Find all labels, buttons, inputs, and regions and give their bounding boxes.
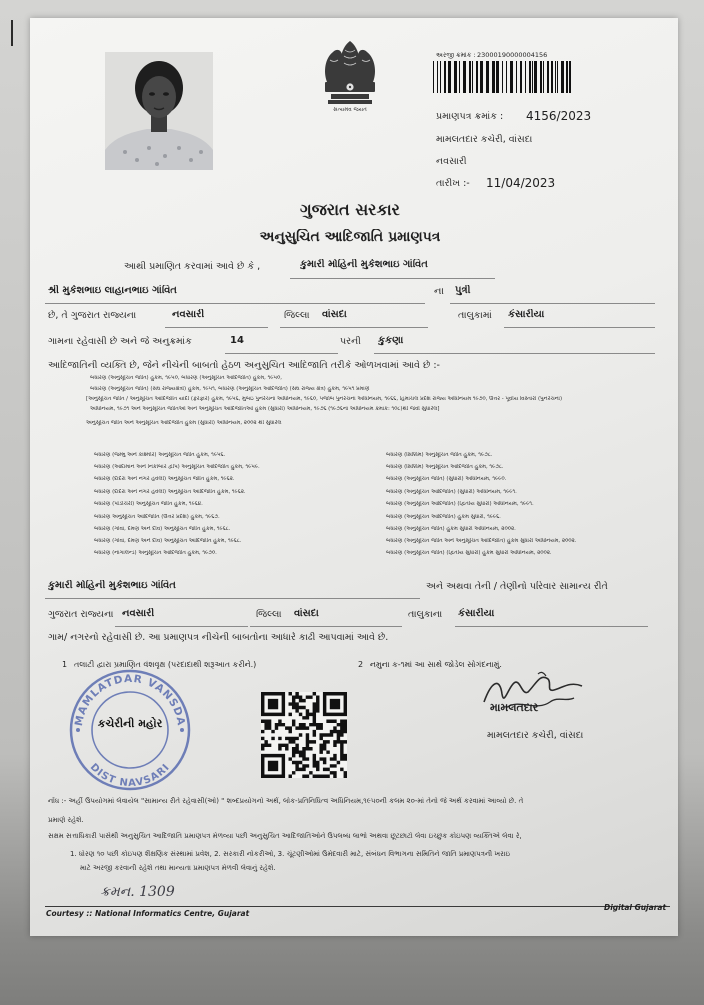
orders-intro-line: બંધારણ (અનુસૂચિત જાતિ) (સંઘ રાજ્યક્ષેત્રો) હુકમ, ૧૯૫૧, બંધારણ (અનુસૂચિત આદિજાતિ) (સંઘ રાજ્ય ક્ષેત્ર) હુકમ, ૧૯૫૧ પ્રમાણે <box>90 386 370 392</box>
barcode-bar <box>516 61 517 93</box>
district-label: જિલ્લા <box>284 310 310 321</box>
steps-line: માટે અરજી કરવાની રહેશે તથા માન્યતા પ્રમાણપત્ર મેળવી લેવાનું રહેશે. <box>80 864 276 872</box>
orders-right-item: બંધારણ (અનુસૂચિત જાતિ અને અનુસૂચિત આદિજાતિ) હુકમ સુધારો અધિનિયમ, ૨૦૦૨. <box>386 538 577 544</box>
certification-intro: આથી પ્રમાણિત કરવામાં આવે છે કે , <box>124 261 261 272</box>
barcode-bar <box>444 61 446 93</box>
certificate-number: 4156/2023 <box>526 109 592 123</box>
stamp-top-text: MAMLATDAR VANSDA <box>72 672 187 728</box>
orders-left-item: બંધારણ (પોંડીચેરી) અનુસૂચિત જાતિ હુકમ, ૧૯૬૪. <box>94 501 203 507</box>
barcode-bar <box>551 61 553 93</box>
applicant-photo <box>105 52 213 170</box>
application-number-label: અરજી ક્રમાંક : <box>436 51 476 59</box>
barcode-bar <box>472 61 473 93</box>
field-underline <box>165 327 268 328</box>
barcode-bar <box>532 61 533 93</box>
residence-village: કંસારીયા <box>458 608 495 619</box>
barcode-bar <box>569 61 571 93</box>
advice-line: સક્ષમ સત્તાધિકારી પાસેથી અનુસુચિત આદિજાતિ પ્રમાણપત્ર મેળવ્યા પછી અનુસુચિત આદિજાતિઓને ઉપલબ્ધ લાભો અથવા છૂટછાટો લેવા ઇચ્છુક કોઇપણ વ્યક્તિએ લેવા રે, <box>48 832 522 840</box>
stamp-bottom-text: DIST NAVSARI <box>87 761 173 790</box>
basis-item-text: નમુના ક-૧માં આ સાથે જોડેલ સોગંદનામું. <box>370 660 502 669</box>
certificate-title: અનુસુચિત આદિજાતિ પ્રમાણપત્ર <box>259 229 441 245</box>
barcode-bar <box>547 61 549 93</box>
holder-name: કુમારી મોહિની મુકેશભાઇ ગાંવિત <box>300 259 428 270</box>
barcode-bar <box>566 61 568 93</box>
national-emblem-icon <box>318 36 382 108</box>
serial-label: ગામના રહેવાસી છે અને જે અનુક્રમાંક <box>48 336 192 347</box>
field-underline <box>45 598 420 599</box>
state-label: છે, તે ગુજરાત રાજ્યના <box>48 310 137 321</box>
certificate-number-label: પ્રમાણપત્ર ક્રમાંક : <box>436 111 504 122</box>
barcode-bar <box>492 61 495 93</box>
issue-date-label: તારીખ :- <box>436 178 470 189</box>
application-number: 23000190000004156 <box>477 51 548 59</box>
basis-item-number: 2 <box>358 660 364 669</box>
orders-intro-line: [અનુસૂચિત જાતિ / અનુસૂચિત આદિજાતિ યાદી (ફેરફાર) હુકમ, ૧૯૫૬, મુંબઇ પુનર્રચના અધિનિયમ, ૧૯૬૦, પંજાબ પુનર્રચના અધિનિયમ, ૧૯૬૬, હિમાચલ પ્રદેશ રાજ્ય અધિનિયમ ૧૯૭૦, ઉત્તર - પૂર્વીય વિસ્તારો (પુનર્રચના) <box>86 396 563 402</box>
barcode-bar <box>506 61 507 93</box>
government-title: ગુજરાત સરકાર <box>300 200 400 219</box>
barcode-bar <box>534 61 537 93</box>
barcode-bar <box>437 61 438 93</box>
barcode-bar <box>543 61 544 93</box>
barcode-bar <box>448 61 451 93</box>
signatory-office: મામલતદાર કચેરી, વાંસદા <box>487 730 584 741</box>
recognition-text: આદિજાતિની વ્યક્તિ છે, જેને નીચેની બાબતો હેઠળ અનુસુચિત આદિજાતિ તરીકે ઓળખવામાં આવે છે :- <box>48 360 440 371</box>
barcode-bar <box>555 61 556 93</box>
emblem-motto: સત્યમેવ જયતે <box>333 107 367 113</box>
note-line: પ્રમાણે રહેશે. <box>48 816 84 824</box>
orders-right-item: બંધારણ (અનુસૂચિત આદિજાતિ) હુકમ સુધારો, ૧૯૯૬. <box>386 514 501 520</box>
barcode-bar <box>557 61 558 93</box>
field-underline <box>504 327 655 328</box>
barcode-bar <box>459 61 460 93</box>
barcode-bar <box>454 61 457 93</box>
barcode-bar <box>525 61 526 93</box>
steps-line: 1. ધોરણ ૧૦ પછી કોઇપણ શૈક્ષણિક સંસ્થામાં પ્રવેશ, 2. સરકારી નોકરીઓ, 3. ચૂંટણીઓમાં ઉમેદવારી માટે, સંબંધન વિભાગના સમિતિને જાતિ પ્રમાણપત્રની ખરાઇ <box>70 850 510 858</box>
orders-left-item: બંધારણ (આંદામાન અને નિકોબાર દ્વીપ) અનુસૂચિત આદિજાતિ હુકમ, ૧૯૫૯. <box>94 464 260 470</box>
orders-intro-line: અધિનિયમ, ૧૯૭૧ અને અનુસૂચિત જાતિઓ અને અનુસૂચિત આદિજાતિઓ હુકમ (સુધારો) અધિનિયમ, ૧૯૭૬ (૧૯૭૬ના અધિનિયમ ક્રમાંક: ૧૦૮)થી જેવી સુધારેલ] <box>90 406 440 412</box>
basis-item-text: તલાટી દ્વારા પ્રમાણિત વંશવૃક્ષ (પરદાદાથી શરૂઆત કરીને.) <box>74 660 257 669</box>
parent-name: શ્રી મુકેશભાઇ લાહાનભાઇ ગાંવિત <box>48 285 177 296</box>
barcode-bar <box>480 61 483 93</box>
residence-basis-text: ગામ/ નગરનો રહેવાસી છે. આ પ્રમાણપત્ર નીચેની બાબતોના આધારે કાઢી આપવામાં આવે છે. <box>48 632 389 643</box>
handwritten-note: ક્રમન. 1309 <box>100 884 175 900</box>
orders-right-item: બંધારણ (અનુસૂચિત આદિજાતિ) (સુધારો) અધિનિયમ, ૧૯૯૧. <box>386 489 517 495</box>
field-underline <box>250 626 402 627</box>
qr-modules <box>261 692 347 778</box>
field-underline <box>45 303 425 304</box>
residence-taluka-label: તાલુકાના <box>408 609 443 620</box>
barcode-bar <box>440 61 441 93</box>
residence-district-label: જિલ્લા <box>256 609 282 620</box>
orders-left-item: બંધારણ અનુસૂચિત આદિજાતિ (ઉત્તર પ્રદેશ) હુકમ, ૧૯૬૭. <box>94 514 220 520</box>
barcode-bar <box>433 61 434 93</box>
orders-left-item: બંધારણ (ગોવા, દમણ અને દીવ) અનુસૂચિત જાતિ હુકમ, ૧૯૬૮. <box>94 526 231 532</box>
taluka-value: વાંસદા <box>322 309 347 320</box>
serial-number: 14 <box>230 335 244 346</box>
relation: પુત્રી <box>455 285 471 296</box>
signatory-title: મામલતદાર <box>490 701 539 714</box>
field-underline <box>225 353 338 354</box>
field-underline <box>374 353 655 354</box>
residence-state-label: ગુજરાત રાજ્યના <box>48 609 114 620</box>
taluka-label: તાલુકામાં <box>458 310 492 321</box>
district-value: નવસારી <box>172 309 205 320</box>
barcode-bar <box>502 61 503 93</box>
residence-taluka: વાંસદા <box>294 608 319 619</box>
residence-district: નવસારી <box>122 608 155 619</box>
issuing-district: નવસારી <box>436 156 467 167</box>
residence-family-text: અને અથવા તેની / તેણીનો પરિવાર સામાન્ય રીતે <box>426 581 608 592</box>
orders-right-item: બંધારણ (અનુસૂચિત જાતિ) હુકમ સુધારો અધિનિયમ, ૨૦૦૨. <box>386 526 516 532</box>
of-serial-label: પરની <box>340 336 361 347</box>
orders-right-item: બંધારણ (સિક્કિમ) અનુસૂચિત જાતિ હુકમ, ૧૯૭૮. <box>386 452 493 458</box>
barcode-bar <box>469 61 471 93</box>
field-underline <box>290 278 495 279</box>
svg-text:DIST NAVSARI <box>88 762 173 789</box>
barcode-bar <box>476 61 478 93</box>
footer-rule <box>45 906 670 907</box>
field-underline <box>280 327 428 328</box>
footer-brand: Digital Gujarat <box>604 903 667 912</box>
margin-mark <box>11 20 13 46</box>
orders-left-item: બંધારણ (જમ્મુ અને કાશ્મીર) અનુસૂચિત જાતિ હુકમ, ૧૯૫૬. <box>94 452 226 458</box>
barcode-bar <box>529 61 531 93</box>
orders-intro-line: બંધારણ (અનુસૂચિત જાતિ) હુકમ, ૧૯૫૦, બંધારણ (અનુસૂચિત આદિજાતિ) હુકમ, ૧૯૫૦, <box>90 375 282 381</box>
orders-right-item: બંધારણ (અનુસૂચિત જાતિ) (દ્વિતીય સુધારો) હુકમ સુધારો અધિનિયમ, ૨૦૦૨. <box>386 550 552 556</box>
barcode-bar <box>510 61 513 93</box>
field-underline <box>455 626 648 627</box>
orders-left-item: બંધારણ (દાદરા અને નગર હવેલી) અનુસૂચિત જાતિ હુકમ, ૧૯૬૨. <box>94 476 235 482</box>
footer-courtesy: Courtesy :: National Informatics Centre, Gujarat <box>46 909 250 918</box>
barcode-bar <box>561 61 564 93</box>
barcode-bar <box>496 61 499 93</box>
note-line: નોંધ :- અહીં ઉપયોગમાં લેવાયેલ "સામાન્ય રીતે રહેવાસી(ઓ) " શબ્દપ્રયોગનો અર્થ, લોક-પ્રતિનિધિત્વ અધિનિયમ,૧૯૫૦ની કલમ ૨૦-માં તેનો જે અર્થ કરવામાં આવ્યો છે. તે <box>48 797 524 805</box>
barcode-bar <box>520 61 522 93</box>
barcode <box>433 61 575 93</box>
orders-left-item: બંધારણ (નાગાલેન્ડ) અનુસૂચિત આદિજાતિ હુકમ, ૧૯૭૦. <box>94 550 217 556</box>
orders-right-item: બંધારણ (સિક્કિમ) અનુસૂચિત આદિજાતિ હુકમ, ૧૯૭૮. <box>386 464 504 470</box>
issue-date: 11/04/2023 <box>486 176 556 190</box>
field-underline <box>450 303 655 304</box>
field-underline <box>115 626 248 627</box>
orders-left-item: બંધારણ (ગોવા, દમણ અને દીવ) અનુસૂચિત આદિજાતિ હુકમ, ૧૯૬૮. <box>94 538 242 544</box>
tribe-name: કુકણા <box>378 335 404 346</box>
orders-right-item: બંધારણ (અનુસૂચિત જાતિ) (સુધારો) અધિનિયમ, ૧૯૯૦. <box>386 476 507 482</box>
orders-left-item: બંધારણ (દાદરા અને નગર હવેલી) અનુસૂચિત આદિજાતિ હુકમ, ૧૯૬૨. <box>94 489 246 495</box>
village-value: કંસારીયા <box>508 309 545 320</box>
orders-right-item: બંધારણ (અનુસૂચિત આદિજાતિ) (દ્વિતીય સુધારો) અધિનિયમ, ૧૯૯૧. <box>386 501 534 507</box>
residence-holder-name: કુમારી મોહિની મુકેશભાઇ ગાંવિત <box>48 580 176 591</box>
qr-code <box>261 692 347 778</box>
basis-item-number: 1 <box>62 660 68 669</box>
barcode-bar <box>486 61 489 93</box>
orders-intro-line: અનુસૂચિત જાતિ અને અનુસૂચિત આદિજાતિ હુકમ (સુધારો) અધિનિયમ, ૨૦૦૨ થી સુધારેલ <box>86 420 282 426</box>
stamp-label: કચેરીની મહોર <box>97 717 163 730</box>
barcode-bar <box>463 61 466 93</box>
of-label: ના <box>434 286 444 297</box>
issuing-office: મામલતદાર કચેરી, વાંસદા <box>436 134 533 145</box>
barcode-bar <box>540 61 542 93</box>
